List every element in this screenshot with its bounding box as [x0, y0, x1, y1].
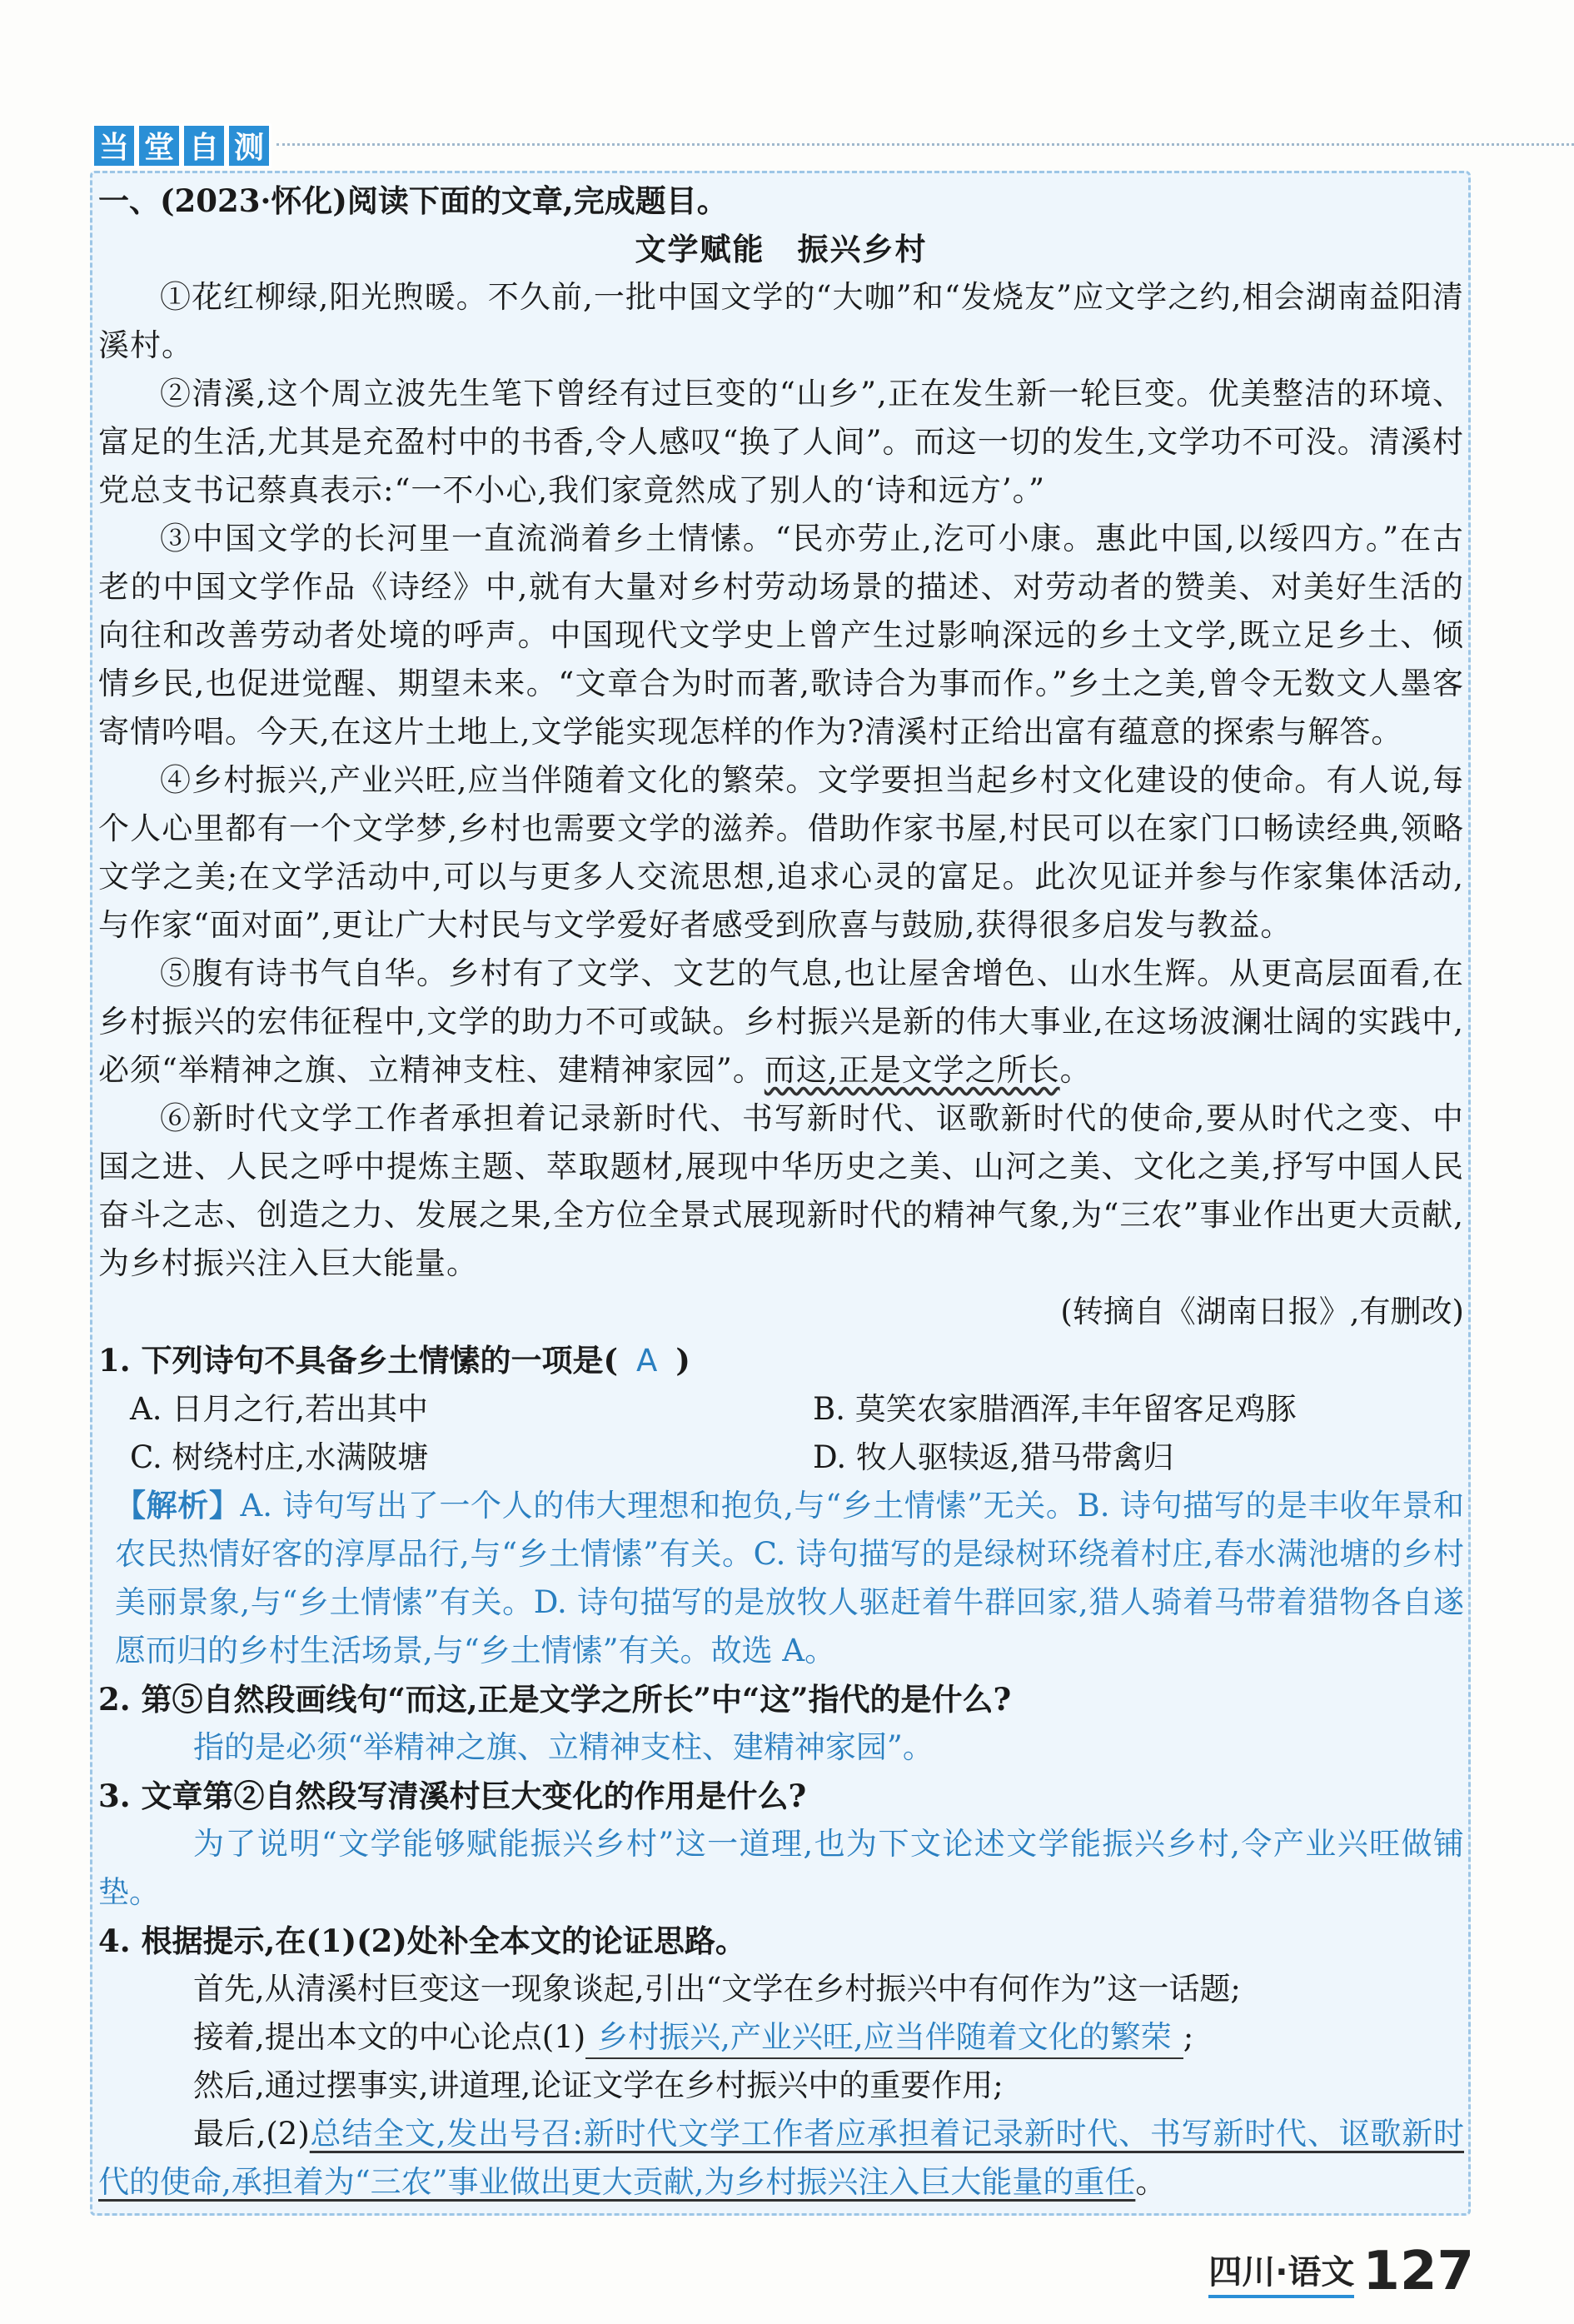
section-tag — [92, 123, 271, 168]
option-d: D. 牧人驱犊返,猎马带禽归 — [813, 1439, 1174, 1475]
question-2: 2. 第⑤自然段画线句“而这,正是文学之所长”中“这”指代的是什么? — [98, 1681, 1012, 1718]
q4-line4-prefix: 最后,(2) — [193, 2116, 310, 2152]
q4-line2-suffix: ; — [1183, 2019, 1194, 2055]
q1-stem: 1. 下列诗句不具备乡土情愫的一项是( — [98, 1342, 619, 1379]
article-paragraph: ④乡村振兴,产业兴旺,应当伴随着文化的繁荣。文学要担当起乡村文化建设的使命。有人说,每个人心里都有一个文学梦,乡村也需要文学的滋养。借助作家书屋,村民可以在家门口畅读经典,领略文学之美;在文学活动中,可以与更多人交流思想,追求心灵的富足。此次见证并参与作家集体活动,与作家“面对面”,更让广大村民与文学爱好者感受到欣喜与鼓励,获得很多启发与教益。 — [98, 762, 1464, 943]
tag-char: 当 — [92, 123, 137, 168]
q4-line-1: 首先,从清溪村巨变这一现象谈起,引出“文学在乡村振兴中有何作为”这一话题; — [193, 1971, 1241, 2007]
question-4: 4. 根据提示,在(1)(2)处补全本文的论证思路。 — [98, 1923, 746, 1959]
analysis-text: A. 诗句写出了一个人的伟大理想和抱负,与“乡土情愫”无关。B. 诗句描写的是丰收年景和农民热情好客的淳厚品行,与“乡土情愫”有关。C. 诗句描写的是绿树环绕着村庄,春水满池塘的乡村美丽景象,与“乡土情愫”有关。D. 诗句描写的是放牧人驱赶着牛群回家,猎人骑着马带着猎物各自遂愿而归的乡村生活场景,与“乡土情愫”有关。故选 A。 — [115, 1488, 1465, 1668]
question-1 — [98, 1336, 1464, 1385]
option-c: C. 树绕村庄,水满陂塘 — [130, 1439, 429, 1475]
header-divider — [276, 143, 1574, 149]
q3-answer: 为了说明“文学能够赋能振兴乡村”这一道理,也为下文论述文学能振兴乡村,令产业兴旺做铺垫。 — [98, 1826, 1464, 1910]
section-header — [92, 123, 1574, 168]
article-source: (转摘自《湖南日报》,有删改) — [1060, 1294, 1464, 1329]
para5-end: 。 — [1059, 1052, 1092, 1088]
footer-region: 四川·语文 — [1208, 2246, 1354, 2298]
q4-line-3: 然后,通过摆事实,讲道理,论证文学在乡村振兴中的重要作用; — [193, 2067, 1004, 2103]
q4-fill-1: 乡村振兴,产业兴旺,应当伴随着文化的繁荣 — [585, 2017, 1183, 2059]
para5-text: ⑤腹有诗书气自华。乡村有了文学、文艺的气息,也让屋舍增色、山水生辉。从更高层面看,在乡村振兴的宏伟征程中,文学的助力不可或缺。乡村振兴是新的伟大事业,在这场波澜壮阔的实践中,必须“举精神之旗、立精神支柱、建精神家园”。 — [98, 955, 1464, 1088]
q2-answer: 指的是必须“举精神之旗、立精神支柱、建精神家园”。 — [193, 1729, 934, 1765]
page-number: 127 — [1362, 2241, 1474, 2302]
article-paragraph: ②清溪,这个周立波先生笔下曾经有过巨变的“山乡”,正在发生新一轮巨变。优美整洁的环境、富足的生活,尤其是充盈村中的书香,令人感叹“换了人间”。而这一切的发生,文学功不可没。清溪村党总支书记蔡真表示:“一不小心,我们家竟然成了别人的‘诗和远方’。” — [98, 376, 1464, 508]
q4-line2-prefix: 接着,提出本文的中心论点(1) — [193, 2019, 586, 2055]
q4-line-4 — [98, 2110, 1464, 2207]
question-head: 一、(2023·怀化)阅读下面的文章,完成题目。 — [98, 182, 728, 219]
tag-char: 堂 — [137, 123, 182, 168]
article-title: 文学赋能 振兴乡村 — [635, 231, 928, 267]
page-footer — [1208, 2241, 1474, 2302]
article-paragraph: ⑥新时代文学工作者承担着记录新时代、书写新时代、讴歌新时代的使命,要从时代之变、中国之进、人民之呼中提炼主题、萃取题材,展现中华历史之美、山河之美、文化之美,抒写中国人民奋斗之志、创造之力、发展之果,全方位全景式展现新时代的精神气象,为“三农”事业作出更大贡献,为乡村振兴注入巨大能量。 — [98, 1100, 1464, 1281]
exercise-content — [98, 177, 1464, 2207]
article-paragraph: ①花红柳绿,阳光煦暖。不久前,一批中国文学的“大咖”和“发烧友”应文学之约,相会湖南益阳清溪村。 — [98, 279, 1464, 363]
article-paragraph: ③中国文学的长河里一直流淌着乡土情愫。“民亦劳止,汔可小康。惠此中国,以绥四方。”在古老的中国文学作品《诗经》中,就有大量对乡村劳动场景的描述、对劳动者的赞美、对美好生活的向往和改善劳动者处境的呼声。中国现代文学史上曾产生过影响深远的乡土文学,既立足乡土、倾情乡民,也促进觉醒、期望未来。“文章合为时而著,歌诗合为事而作。”乡土之美,曾令无数文人墨客寄情吟唱。今天,在这片土地上,文学能实现怎样的作为?清溪村正给出富有蕴意的探索与解答。 — [98, 521, 1464, 750]
q4-line4-suffix: 。 — [1135, 2164, 1167, 2200]
tag-char: 测 — [227, 123, 271, 168]
article-paragraph-5 — [98, 950, 1464, 1095]
q4-line-2 — [98, 2013, 1464, 2062]
q1-analysis — [98, 1482, 1464, 1675]
q1-options — [98, 1385, 1464, 1482]
q1-answer: A — [636, 1343, 658, 1379]
question-3: 3. 文章第②自然段写清溪村巨大变化的作用是什么? — [98, 1778, 807, 1814]
option-a: A. 日月之行,若出其中 — [130, 1391, 429, 1427]
q4-fill-2: 总结全文,发出号召:新时代文学工作者应承担着记录新时代、书写新时代、讴歌新时代的使命,承担着为“三农”事业做出更大贡献,为乡村振兴注入巨大能量的重任 — [98, 2116, 1465, 2200]
q1-stem-end: ) — [675, 1342, 690, 1379]
option-b: B. 莫笑农家腊酒浑,丰年留客足鸡豚 — [813, 1391, 1297, 1427]
tag-char: 自 — [182, 123, 227, 168]
underlined-sentence: 而这,正是文学之所长 — [764, 1052, 1060, 1088]
analysis-label: 【解析】 — [115, 1488, 241, 1524]
